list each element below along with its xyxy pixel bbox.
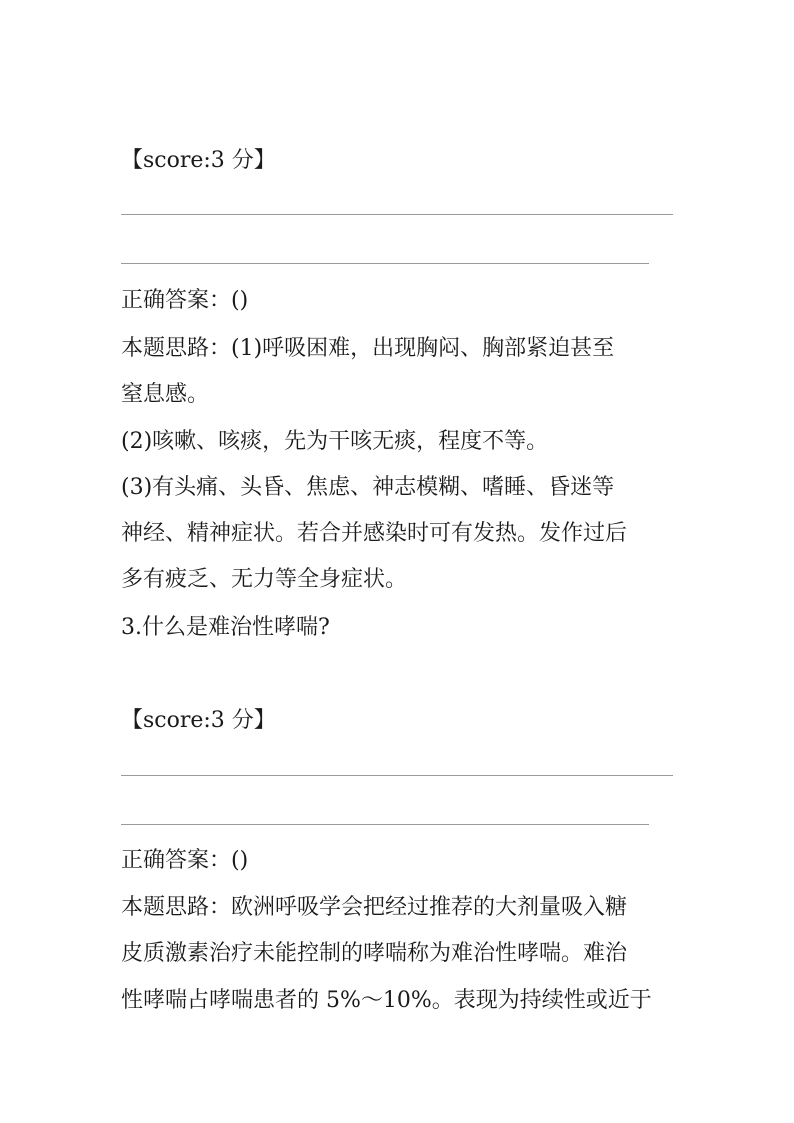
explanation-line: 本题思路：(1)呼吸困难，出现胸闷、胸部紧迫甚至 — [121, 336, 615, 361]
correct-answer-label: 正确答案：() — [121, 848, 249, 873]
explanation-line: 性哮喘占哮喘患者的 5%～10%。表现为持续性或近于 — [121, 988, 652, 1013]
explanation-line: (3)有头痛、头昏、焦虑、神志模糊、嗜睡、昏迷等 — [121, 475, 615, 500]
answer-blank-line — [121, 775, 673, 776]
explanation-line: 本题思路：欧洲呼吸学会把经过推荐的大剂量吸入糖 — [121, 895, 628, 920]
correct-answer-label: 正确答案：() — [121, 288, 249, 313]
explanation-line: 多有疲乏、无力等全身症状。 — [121, 567, 408, 592]
score-label: 【score:3 分】 — [121, 148, 276, 173]
explanation-line: 神经、精神症状。若合并感染时可有发热。发作过后 — [121, 521, 628, 546]
answer-blank-line — [121, 214, 673, 215]
answer-blank-line — [121, 263, 649, 264]
score-label: 【score:3 分】 — [121, 708, 276, 733]
answer-blank-line — [121, 824, 649, 825]
explanation-line: 窒息感。 — [121, 382, 210, 407]
question-title: 3.什么是难治性哮喘? — [121, 615, 330, 640]
explanation-line: (2)咳嗽、咳痰，先为干咳无痰，程度不等。 — [121, 429, 549, 454]
explanation-line: 皮质激素治疗未能控制的哮喘称为难治性哮喘。难治 — [121, 941, 628, 966]
